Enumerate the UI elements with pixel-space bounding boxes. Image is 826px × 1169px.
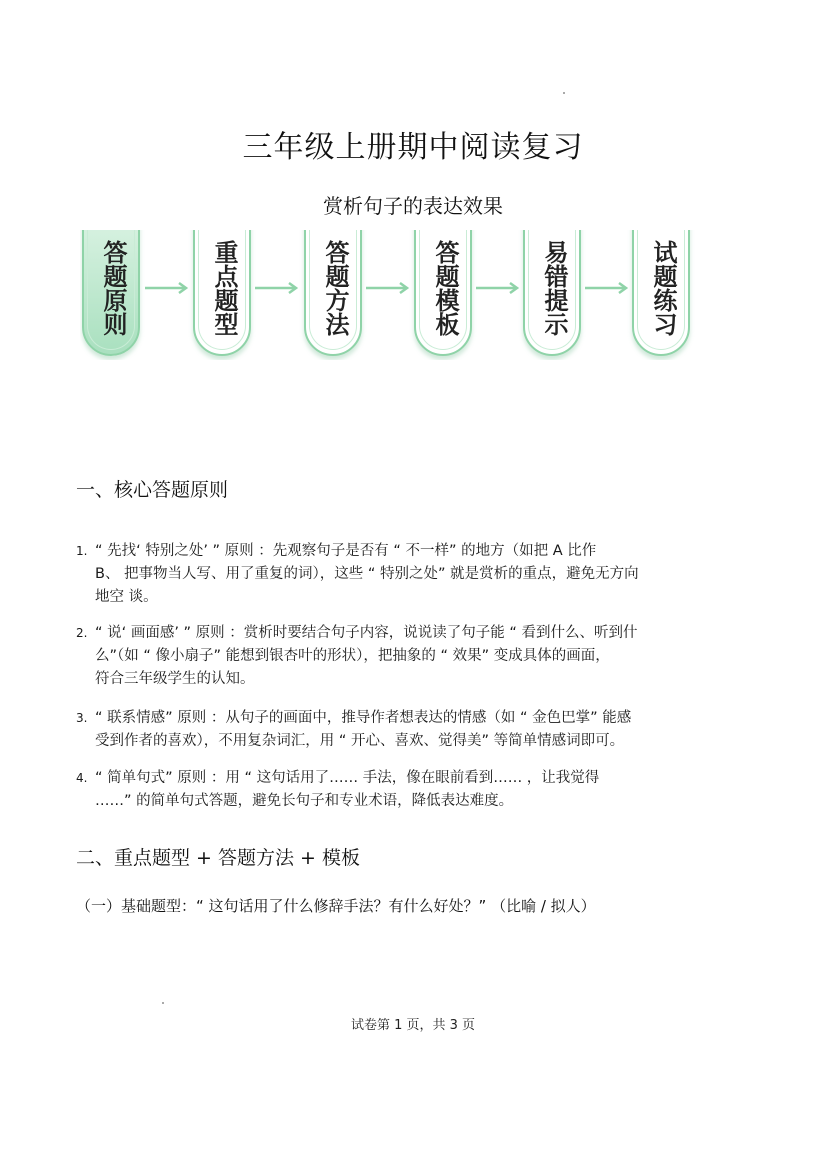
flow-step-label: 重点题型: [210, 240, 238, 336]
item-line: 地空 谈。: [95, 589, 158, 605]
question-type-basic: （一）基础题型：“ 这句话用了什么修辞手法？有什么好处？” （比喻 / 拟人）: [76, 897, 596, 915]
flow-step-label: 试题练习: [649, 240, 677, 336]
item-line: “ 简单句式” 原则 ：用 “ 这句话用了…… 手法，像在眼前看到…… ，让我觉得: [95, 770, 600, 786]
item-line: 符合三年级学生的认知。: [95, 671, 255, 687]
flow-step-label: 答题原则: [99, 240, 127, 336]
speck-top: [563, 92, 565, 94]
arrow-right-icon: [145, 282, 189, 294]
flow-step-3: [304, 230, 362, 356]
item-line: “ 说‘ 画面感’ ” 原则 ：赏析时要结合句子内容，说说读了句子能 “ 看到什么、听到什: [95, 625, 638, 641]
item-line: 受到作者的喜欢），不用复杂词汇，用 “ 开心、喜欢、觉得美” 等简单情感词即可。: [95, 733, 625, 749]
arrow-right-icon: [585, 282, 629, 294]
speck-bottom: [162, 1002, 164, 1004]
flow-step-2: [193, 230, 251, 356]
item-line: 么”（如 “ 像小扇子” 能想到银杏叶的形状），把抽象的 “ 效果” 变成具体的画面，: [95, 648, 610, 664]
flow-step-4: [414, 230, 472, 356]
principle-item-1: [76, 540, 756, 609]
item-number: 1.: [76, 544, 88, 558]
item-number: 2.: [76, 626, 88, 640]
page-footer: 试卷第 1 页，共 3 页: [350, 1018, 476, 1033]
flow-step-6: [632, 230, 690, 356]
principle-item-3: [76, 707, 756, 753]
principle-item-2: [76, 622, 756, 691]
arrow-right-icon: [366, 282, 410, 294]
item-line: ……” 的简单句式答题，避免长句子和专业术语，降低表达难度。: [95, 793, 514, 809]
item-line: “ 联系情感” 原则 ：从句子的画面中，推导作者想表达的情感（如 “ 金色巴掌” 能感: [95, 710, 632, 726]
flow-step-5: [523, 230, 581, 356]
item-number: 3.: [76, 711, 88, 725]
arrow-right-icon: [255, 282, 299, 294]
principle-item-4: [76, 767, 756, 813]
item-line: “ 先找‘ 特别之处’ ” 原则 ：先观察句子是否有 “ 不一样” 的地方（如把 A 比作: [95, 543, 597, 559]
page-title: 三年级上册期中阅读复习: [242, 130, 584, 165]
flow-diagram: [80, 230, 702, 360]
flow-step-label: 易错提示: [540, 240, 568, 336]
flow-step-1: [82, 230, 140, 356]
flow-step-label: 答题方法: [321, 240, 349, 336]
arrow-right-icon: [476, 282, 520, 294]
item-line: B、 把事物当人写、用了重复的词），这些 “ 特别之处” 就是赏析的重点，避免无方向: [95, 566, 639, 582]
section-heading-question-types: 二、重点题型 + 答题方法 + 模板: [76, 847, 360, 869]
page-subtitle: 赏析句子的表达效果: [323, 194, 503, 218]
flow-step-label: 答题模板: [431, 240, 459, 336]
item-number: 4.: [76, 771, 88, 785]
section-heading-principles: 一、核心答题原则: [76, 479, 229, 501]
